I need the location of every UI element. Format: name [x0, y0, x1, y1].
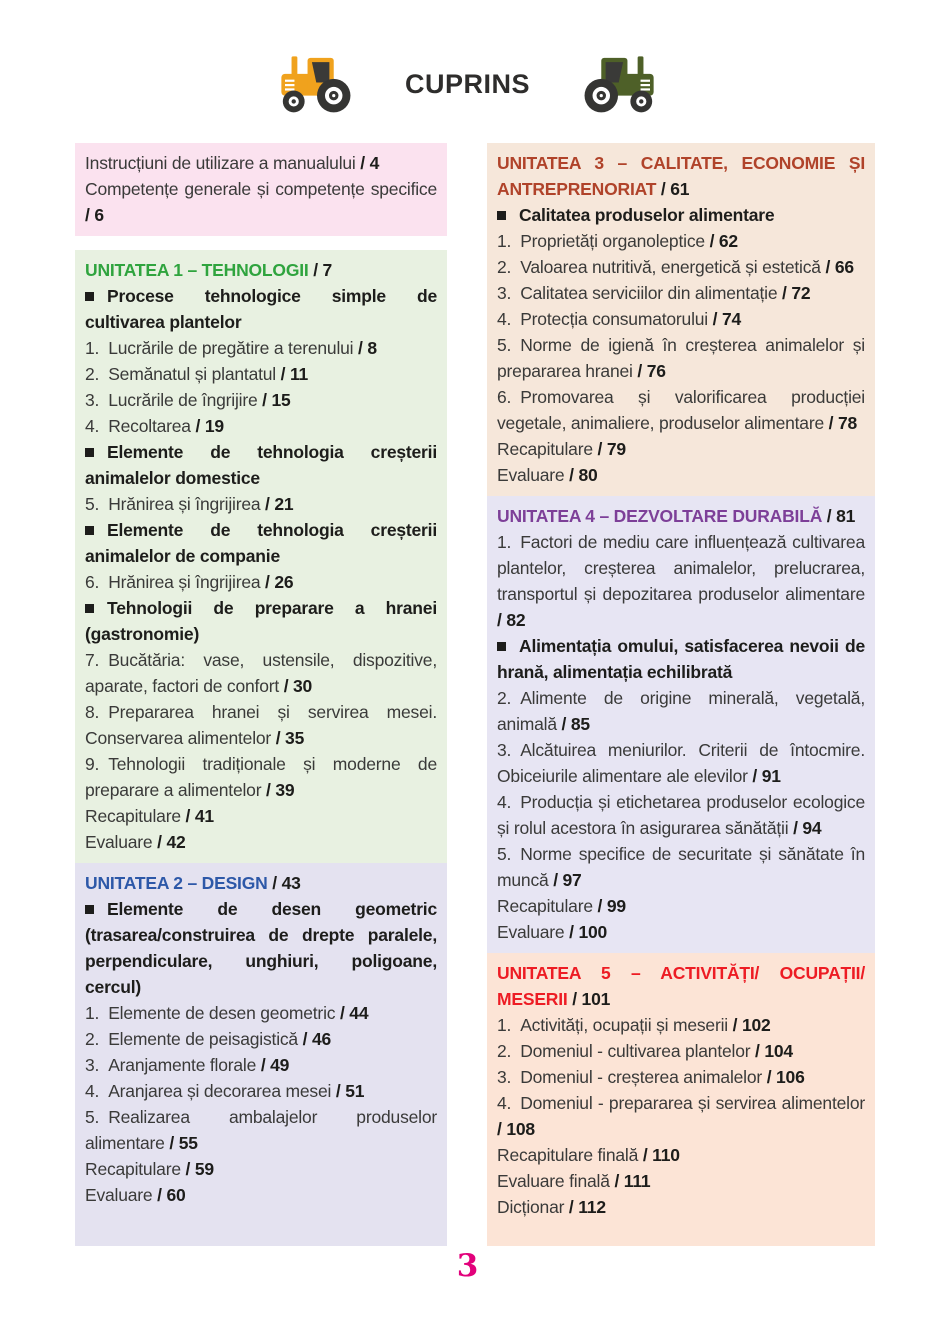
page-title: CUPRINS — [404, 68, 530, 99]
toc-item — [497, 737, 865, 789]
item-number: 5. — [85, 1107, 100, 1127]
item-text: Tehnologii tradiționale și moderne de preparare a alimentelor — [85, 754, 437, 800]
toc-item — [85, 150, 437, 176]
page-ref: / 80 — [564, 465, 598, 485]
item-text: Evaluare finală — [497, 1171, 610, 1191]
item-number: 4. — [85, 416, 100, 436]
item-number: 4. — [497, 309, 512, 329]
item-number: 4. — [85, 1081, 100, 1101]
item-text: Domeniul - cultivarea plantelor — [520, 1041, 751, 1061]
page-ref: / 19 — [190, 416, 224, 436]
toc-item — [85, 491, 437, 517]
item-text: Lucrările de îngrijire — [108, 390, 258, 410]
toc-item — [85, 569, 437, 595]
page-ref: / 8 — [353, 338, 377, 358]
item-text: Evaluare — [85, 832, 153, 852]
item-text: Lucrările de pregătire a terenului — [108, 338, 354, 358]
toc-item — [85, 1156, 437, 1182]
item-number: 3. — [497, 740, 512, 760]
page-ref: / 41 — [180, 806, 214, 826]
page-ref: / 104 — [750, 1041, 793, 1061]
item-number: 7. — [85, 650, 100, 670]
page-ref: / 11 — [276, 364, 309, 384]
toc-bullet-item — [85, 439, 437, 491]
item-text: Recoltarea — [108, 416, 191, 436]
toc-item — [497, 919, 865, 945]
toc-item — [85, 413, 437, 439]
toc-item — [497, 1142, 865, 1168]
page-ref: / 6 — [85, 205, 104, 225]
item-number: 2. — [85, 364, 100, 384]
bullet-text: Calitatea produselor alimentare — [519, 205, 775, 225]
toc-item — [85, 803, 437, 829]
toc-item — [497, 254, 865, 280]
page-ref: / 55 — [164, 1133, 198, 1153]
toc-section — [487, 953, 875, 1246]
item-number: 2. — [497, 1041, 512, 1061]
bullet-text: Alimentația omului, satisfacerea nevoii de hrană, alimentația echilibrată — [497, 636, 865, 682]
toc-unit-header — [85, 257, 437, 283]
item-number: 3. — [497, 1067, 512, 1087]
toc-bullet-item — [85, 896, 437, 1000]
toc-column-right — [487, 143, 875, 1246]
item-number: 1. — [497, 532, 512, 552]
item-text: Promovarea și valorificarea producției vegetale, animaliere, produselor alimentare — [497, 387, 865, 433]
page-ref: / 74 — [708, 309, 742, 329]
toc-bullet-item — [85, 517, 437, 569]
toc-item — [85, 699, 437, 751]
page-ref: / 39 — [261, 780, 295, 800]
toc-item — [85, 176, 437, 228]
toc-item — [497, 529, 865, 633]
toc-unit-header — [497, 150, 865, 202]
page-ref: / 106 — [762, 1067, 805, 1087]
bullet-square-icon — [85, 448, 94, 457]
toc-item — [497, 306, 865, 332]
page-ref: / 94 — [788, 818, 822, 838]
item-text: Recapitulare — [497, 439, 593, 459]
item-number: 1. — [497, 231, 512, 251]
bullet-text: Elemente de tehnologia creșterii animalelor domestice — [85, 442, 437, 488]
item-text: Aranjarea și decorarea mesei — [108, 1081, 332, 1101]
toc-item — [497, 332, 865, 384]
page-ref: / 61 — [656, 179, 690, 199]
toc-item — [85, 387, 437, 413]
item-text: Evaluare — [85, 1185, 153, 1205]
toc-item — [497, 685, 865, 737]
page-ref: / 79 — [592, 439, 626, 459]
page-ref: / 85 — [556, 714, 590, 734]
page-ref: / 59 — [180, 1159, 214, 1179]
item-text: Recapitulare finală — [497, 1145, 639, 1165]
page-ref: / 4 — [355, 153, 380, 173]
item-text: Producția și etichetarea produselor ecologice și rolul acestora în asigurarea sănătății — [497, 792, 865, 838]
item-text: Aranjamente florale — [108, 1055, 257, 1075]
page-ref: / 26 — [260, 572, 294, 592]
item-text: Calitatea serviciilor din alimentație — [520, 283, 778, 303]
page-ref: / 108 — [497, 1119, 535, 1139]
toc-unit-header — [85, 870, 437, 896]
toc-item — [497, 1064, 865, 1090]
toc-item — [497, 436, 865, 462]
item-number: 6. — [497, 387, 512, 407]
bullet-square-icon — [497, 642, 506, 651]
page-ref: / 62 — [704, 231, 738, 251]
toc-bullet-item — [85, 595, 437, 647]
item-text: Semănatul și plantatul — [108, 364, 276, 384]
page-ref: / 66 — [820, 257, 854, 277]
unit-title-text: UNITATEA 5 – ACTIVITĂȚI/ OCUPAȚII/ MESERII — [497, 963, 865, 1009]
page-ref: / 81 — [822, 506, 856, 526]
page-ref: / 30 — [279, 676, 313, 696]
item-number: 3. — [85, 1055, 100, 1075]
page-ref: / 42 — [152, 832, 186, 852]
bullet-text: Tehnologii de preparare a hranei (gastronomie) — [85, 598, 437, 644]
toc-unit-header — [497, 960, 865, 1012]
item-text: Prepararea hranei și servirea mesei. Conservarea alimentelor — [85, 702, 437, 748]
page-ref: / 100 — [564, 922, 608, 942]
toc-item — [497, 1168, 865, 1194]
toc-section — [75, 143, 447, 236]
page-footer — [0, 1248, 935, 1284]
bullet-square-icon — [85, 526, 94, 535]
item-text: Alcătuirea meniurilor. Criterii de întocmire. Obiceiurile alimentare ale elevilor — [497, 740, 865, 786]
toc-item — [497, 841, 865, 893]
item-text: Evaluare — [497, 922, 565, 942]
toc-item — [85, 1182, 437, 1208]
page-ref: / 99 — [592, 896, 626, 916]
item-text: Factori de mediu care influențează cultivarea plantelor, creșterea animalelor, prelucrarea, transportul și depozitarea produselor alimentare — [497, 532, 865, 604]
item-text: Proprietăți organoleptice — [520, 231, 705, 251]
page-ref: / 46 — [297, 1029, 332, 1049]
toc-item — [85, 647, 437, 699]
item-text: Recapitulare — [85, 806, 181, 826]
item-number: 4. — [497, 792, 512, 812]
orange-tractor-icon — [277, 52, 357, 116]
page-ref: / 111 — [609, 1171, 651, 1191]
page-ref: / 97 — [548, 870, 582, 890]
item-number: 2. — [497, 688, 512, 708]
toc-item — [85, 335, 437, 361]
toc-column-left — [75, 143, 447, 1246]
unit-title-text: UNITATEA 3 – CALITATE, ECONOMIE ȘI ANTREPRENORIAT — [497, 153, 865, 199]
toc-item — [497, 1038, 865, 1064]
page-ref: / 91 — [747, 766, 781, 786]
item-text: Domeniul - creșterea animalelor — [520, 1067, 763, 1087]
page-ref: / 72 — [777, 283, 811, 303]
page-ref: / 7 — [308, 260, 333, 280]
item-text: Elemente de peisagistică — [108, 1029, 298, 1049]
item-text: Hrănirea și îngrijirea — [108, 572, 261, 592]
item-number: 1. — [497, 1015, 512, 1035]
item-number: 5. — [85, 494, 100, 514]
item-number: 5. — [497, 335, 512, 355]
toc-unit-header — [497, 503, 865, 529]
item-text: Recapitulare — [85, 1159, 181, 1179]
toc-item — [85, 1078, 437, 1104]
page-ref: / 101 — [567, 989, 611, 1009]
unit-title-text: UNITATEA 2 – DESIGN — [85, 873, 268, 893]
item-text: Hrănirea și îngrijirea — [108, 494, 261, 514]
toc-content — [75, 143, 875, 1246]
item-number: 5. — [497, 844, 512, 864]
item-text: Realizarea ambalajelor produselor alimentare — [85, 1107, 437, 1153]
page-ref: / 82 — [497, 610, 526, 630]
item-number: 2. — [85, 1029, 100, 1049]
item-text: Dicționar — [497, 1197, 565, 1217]
bullet-square-icon — [85, 292, 94, 301]
page-ref: / 110 — [638, 1145, 680, 1165]
toc-item — [497, 893, 865, 919]
item-text: Valoarea nutritivă, energetică și estetică — [520, 257, 821, 277]
item-number: 8. — [85, 702, 100, 722]
page-ref: / 15 — [257, 390, 291, 410]
green-tractor-icon — [578, 52, 658, 116]
toc-item — [85, 1000, 437, 1026]
item-number: 3. — [497, 283, 512, 303]
toc-bullet-item — [497, 633, 865, 685]
page-ref: / 78 — [824, 413, 858, 433]
unit-title-text: UNITATEA 1 – TEHNOLOGII — [85, 260, 309, 280]
item-text: Competențe generale și competențe specifice — [85, 179, 437, 199]
page-ref: / 76 — [632, 361, 666, 381]
item-number: 2. — [497, 257, 512, 277]
toc-section — [487, 496, 875, 953]
page-ref: / 51 — [331, 1081, 365, 1101]
toc-item — [497, 1090, 865, 1142]
bullet-square-icon — [85, 604, 94, 613]
item-number: 1. — [85, 338, 100, 358]
toc-item — [85, 829, 437, 855]
page-ref: / 21 — [260, 494, 294, 514]
toc-section — [487, 143, 875, 496]
page-ref: / 35 — [271, 728, 305, 748]
item-text: Norme de igienă în creșterea animalelor și prepararea hranei — [497, 335, 865, 381]
item-text: Bucătăria: vase, ustensile, dispozitive, aparate, factori de confort — [85, 650, 437, 696]
page-ref: / 44 — [335, 1003, 369, 1023]
item-text: Elemente de desen geometric — [108, 1003, 336, 1023]
bullet-square-icon — [497, 211, 506, 220]
page-header — [0, 52, 935, 116]
item-text: Norme specifice de securitate și sănătate în muncă — [497, 844, 865, 890]
toc-item — [85, 1104, 437, 1156]
page-ref: / 43 — [267, 873, 301, 893]
toc-item — [497, 280, 865, 306]
item-number: 1. — [85, 1003, 100, 1023]
page-ref: / 102 — [727, 1015, 771, 1035]
item-number: 6. — [85, 572, 100, 592]
toc-section — [75, 250, 447, 863]
item-text: Activități, ocupații și meserii — [520, 1015, 728, 1035]
toc-item — [85, 751, 437, 803]
item-number: 4. — [497, 1093, 512, 1113]
bullet-text: Elemente de tehnologia creșterii animalelor de companie — [85, 520, 437, 566]
item-text: Instrucțiuni de utilizare a manualului — [85, 153, 356, 173]
page-number: 3 — [456, 1248, 479, 1284]
toc-item — [497, 384, 865, 436]
toc-item — [497, 789, 865, 841]
page-ref: / 112 — [564, 1197, 606, 1217]
item-number: 3. — [85, 390, 100, 410]
bullet-text: Elemente de desen geometric (trasarea/construirea de drepte paralele, perpendiculare, unghiuri, poligoane, cercul) — [85, 899, 437, 997]
bullet-text: Procese tehnologice simple de cultivarea plantelor — [85, 286, 437, 332]
item-text: Alimente de origine minerală, vegetală, animală — [497, 688, 865, 734]
toc-item — [85, 1026, 437, 1052]
item-text: Evaluare — [497, 465, 565, 485]
item-text: Protecția consumatorului — [520, 309, 708, 329]
toc-item — [85, 361, 437, 387]
toc-item — [497, 462, 865, 488]
toc-item — [497, 1012, 865, 1038]
toc-section — [75, 863, 447, 1246]
bullet-square-icon — [85, 905, 94, 914]
item-number: 9. — [85, 754, 100, 774]
toc-item — [85, 1052, 437, 1078]
toc-bullet-item — [85, 283, 437, 335]
item-text: Domeniul - prepararea și servirea alimentelor — [520, 1093, 865, 1113]
page-ref: / 49 — [256, 1055, 290, 1075]
page-ref: / 60 — [152, 1185, 186, 1205]
toc-bullet-item — [497, 202, 865, 228]
item-text: Recapitulare — [497, 896, 593, 916]
unit-title-text: UNITATEA 4 – DEZVOLTARE DURABILĂ — [497, 506, 823, 526]
toc-item — [497, 1194, 865, 1220]
toc-item — [497, 228, 865, 254]
